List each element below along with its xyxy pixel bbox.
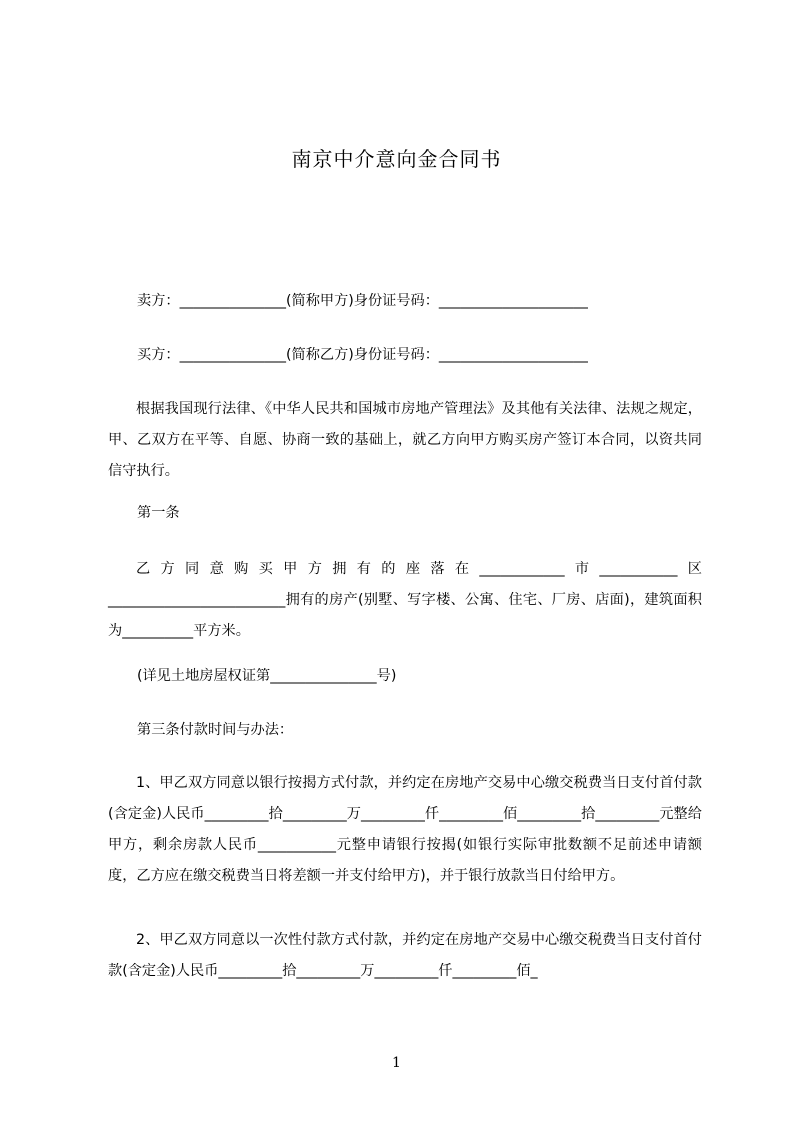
land-certificate-note: (详见土地房屋权证第_______________号)	[137, 668, 397, 684]
preamble-paragraph: 根据我国现行法律、《中华人民共和国城市房地产管理法》及其他有关法律、法规之规定，甲、乙双方在平等、自愿、协商一致的基础上，就乙方向甲方购买房产签订本合同，以资共同信守执行。	[108, 401, 702, 479]
article-1-heading: 第一条	[137, 505, 180, 521]
article-1-text: 乙方同意购买甲方拥有的座落在____________市___________区_________________________拥有的房产(别墅、写字楼、公寓、住宅、厂房、店面)，建筑面积为__________平方米。	[108, 561, 702, 639]
clause-2-lump-sum: 2、甲乙双方同意以一次性付款方式付款，并约定在房地产交易中心缴交税费当日支付首付款(含定金)人民币_________拾_________万_________仟_________佰_	[108, 932, 702, 979]
buyer-line: 买方：_______________(简称乙方)身份证号码：_____________________	[137, 347, 588, 363]
page-number: 1	[392, 1055, 401, 1071]
article-3-heading: 第三条付款时间与办法：	[137, 722, 294, 738]
clause-1-bank-mortgage: 1、甲乙双方同意以银行按揭方式付款，并约定在房地产交易中心缴交税费当日支付首付款(含定金)人民币_________拾_________万_________仟_________佰_________拾_________元整给甲方，剩余房款人民币___________元整申请银行按揭(如银行实际审批数额不足前述申请额度，乙方应在缴交税费当日将差额一并支付给甲方)，并于银行放款当日付给甲方。	[108, 775, 702, 884]
document-title: 南京中介意向金合同书	[291, 147, 502, 171]
seller-line: 卖方：_______________(简称甲方)身份证号码：_____________________	[137, 293, 588, 309]
